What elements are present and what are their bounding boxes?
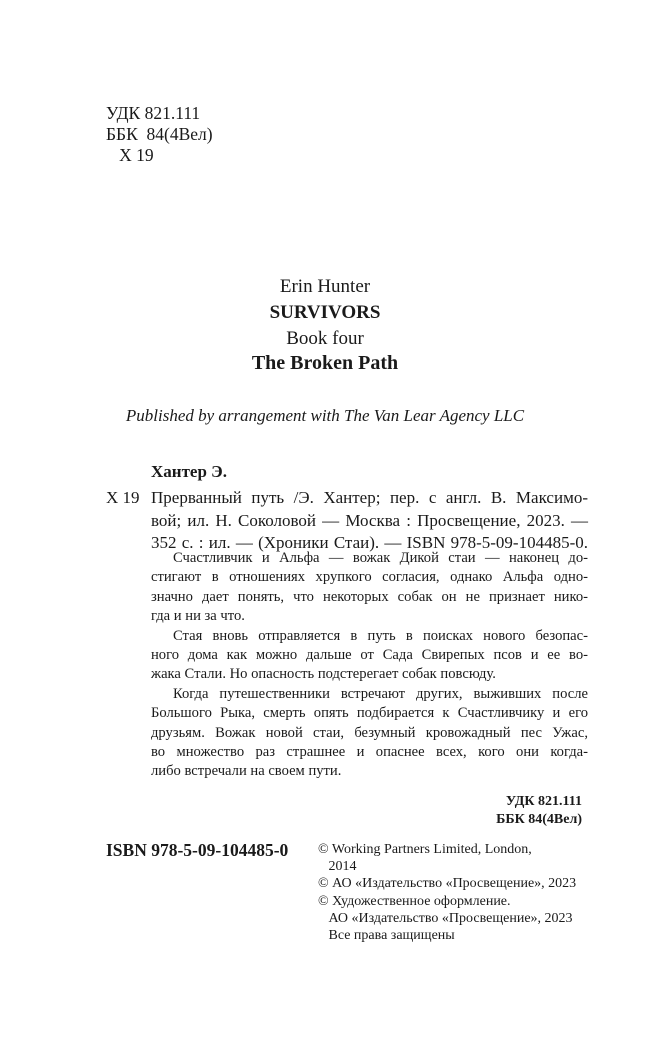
annotation-line: жака Стали. Но опасность подстерегает собак повсюду. [151, 666, 496, 683]
annotation-line: во множество раз страшнее и опаснее всех, кого они когда- [151, 744, 588, 761]
annotation-line: гда и ни за что. [151, 608, 245, 625]
udk-code-bottom: УДК 821.111 [505, 794, 582, 809]
copyright-line: © АО «Издательство «Просвещение», 2023 [318, 876, 577, 892]
annotation-line: либо встречали на своем пути. [151, 763, 342, 780]
copyright-line: © Working Partners Limited, London, [318, 842, 532, 857]
original-book-number: Book four [286, 328, 364, 349]
copyright-line: АО «Издательство «Просвещение», 2023 [318, 910, 573, 926]
annotation-line: друзьям. Вожак новой стаи, безумный кровожадный пес Ужас, [151, 724, 588, 741]
bibliographic-line: вой; ил. Н. Соколовой — Москва : Просвещение, 2023. — [151, 510, 588, 530]
isbn: ISBN 978-5-09-104485-0 [106, 840, 289, 860]
annotation-line: Когда путешественники встречают других, выживших после [173, 685, 588, 702]
annotation [151, 549, 588, 782]
annotation-line: Большого Рыка, смерть опять подбирается к Счастливчику и его [151, 705, 588, 722]
annotation-line: Стая вновь отправляется в путь в поисках нового безопас- [173, 627, 588, 644]
bbk-code-bottom: ББК 84(4Вел) [496, 812, 582, 827]
classification-codes-bottom [0, 793, 582, 829]
copyright-line: Все права защищены [318, 928, 455, 944]
original-series: SURVIVORS [269, 302, 381, 323]
copyright-line: 2014 [318, 859, 357, 875]
publisher-note: Published by arrangement with The Van Lear Agency LLC [125, 406, 525, 425]
annotation-line: Счастливчик и Альфа — вожак Дикой стаи — наконец до- [173, 550, 588, 566]
original-author: Erin Hunter [279, 276, 371, 297]
copyright-block [318, 841, 576, 944]
bibliographic-line: 352 с. : ил. — (Хроники Стаи). — ISBN 978-5-09-104485-0. [151, 533, 588, 552]
bibliographic-author-heading: Хантер Э. [151, 462, 227, 481]
annotation-line: значно дает понять, что некоторых собак он не признает нико- [151, 588, 588, 605]
annotation-line: стигают в отношениях хрупкого согласия, однако Альфа одно- [151, 569, 588, 586]
bibliographic-description [151, 487, 588, 555]
top-classification-codes [106, 103, 213, 166]
udk-code: УДК 821.111 [106, 103, 201, 123]
copyright-line: © Художественное оформление. [318, 893, 511, 909]
bibliographic-line: Прерванный путь /Э. Хантер; пер. с англ. В. Максимо- [151, 488, 588, 507]
original-title: The Broken Path [251, 352, 399, 374]
bibliographic-code: Х 19 [106, 488, 140, 507]
bbk-code: ББК 84(4Вел) [106, 124, 213, 144]
annotation-line: ного дома как можно дальше от Сада Свирепых псов и ее во- [151, 647, 588, 664]
author-sign-code: Х 19 [106, 145, 154, 165]
